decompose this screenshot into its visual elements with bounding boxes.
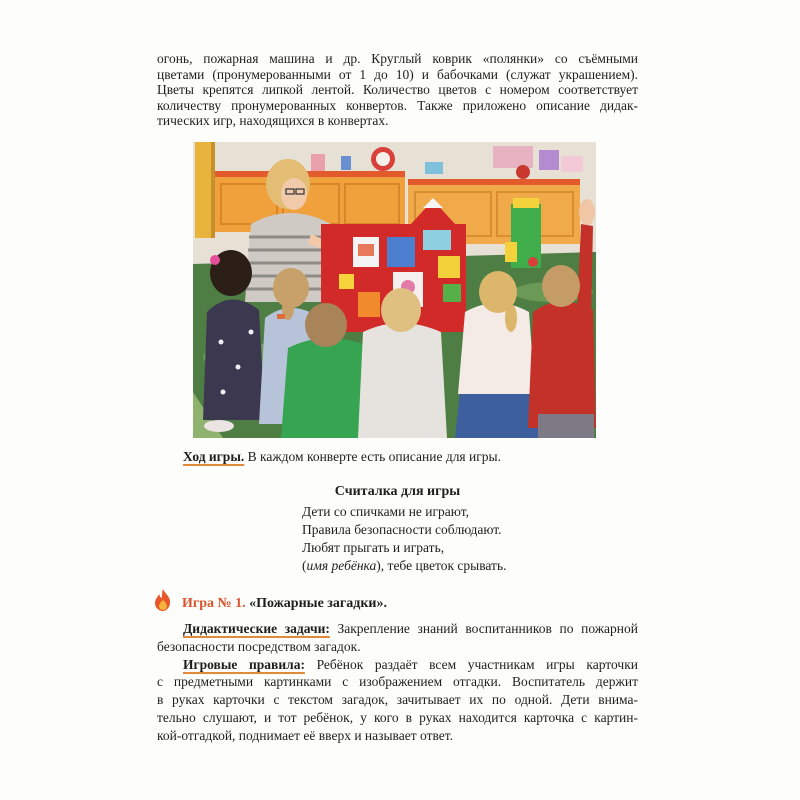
rules-line: с предметными картинками с изображением отгадки. Воспитатель держит <box>157 674 638 690</box>
game1-title: «Пожарные загадки». <box>245 596 387 611</box>
rhyme-verse <box>302 503 507 575</box>
rhyme-line: Любят прыгать и играть, <box>302 540 445 555</box>
rhyme-line: Правила безопасности соблюдают. <box>302 522 502 537</box>
rules-line: в руках карточки с текстом загадок, зачитывает их по одной. Дети внима- <box>157 692 638 708</box>
fire-icon-drawing <box>152 588 174 612</box>
rules-first-line <box>157 656 638 674</box>
rules-line: кой-отгадкой, поднимает её вверх и называет ответ. <box>157 727 454 743</box>
tasks-text: Закрепление знаний воспитанников по пожарной <box>329 621 638 636</box>
intro-line: количеству пронумерованных конвертов. Также приложено описание дидак- <box>157 97 638 113</box>
classroom-photo-drawing <box>193 142 596 438</box>
game1-description <box>157 620 638 745</box>
game1-number: Игра № 1. <box>182 596 246 611</box>
intro-paragraph <box>157 51 638 129</box>
intro-line: огонь, пожарная машина и др. Круглый коврик «полянки» со съёмными <box>157 51 638 66</box>
tasks-first-line <box>157 620 638 638</box>
intro-line: тических игр, находящихся в конвертах. <box>157 113 389 128</box>
rhyme-line: Дети со спичками не играют, <box>302 504 469 519</box>
game-course-label: Ход игры. <box>183 449 245 464</box>
rhyme-child-name: имя ребёнка <box>306 558 377 573</box>
rules-line: тельно слушают, и тот ребёнок, у кого в руках находится карточка с картин- <box>157 709 638 725</box>
game-course-line <box>183 448 501 466</box>
rules-text: Ребёнок раздаёт всем участникам игры карточки <box>304 656 638 672</box>
rhyme-paren-open: ( <box>302 558 307 573</box>
rules-label: Игровые правила: <box>183 656 305 672</box>
tasks-line: безопасности посредством загадок. <box>157 638 361 654</box>
rhyme-title: Считалка для игры <box>334 484 461 499</box>
game-course-text: В каждом конверте есть описание для игры. <box>244 449 501 464</box>
rhyme-line <box>302 557 507 575</box>
fire-icon <box>152 588 174 612</box>
game1-header <box>182 595 387 613</box>
rhyme-line-rest: ), тебе цветок срывать. <box>376 558 507 573</box>
classroom-photo <box>193 142 596 438</box>
intro-line: Цветы крепятся липкой лентой. Количество цветов с номером соответствует <box>157 82 638 97</box>
tasks-label: Дидактические задачи: <box>183 621 330 636</box>
intro-line: цветами (пронумерованными от 1 до 10) и бабочками (служат украшением). <box>157 66 638 82</box>
photo-pillar-shadow <box>211 142 215 238</box>
